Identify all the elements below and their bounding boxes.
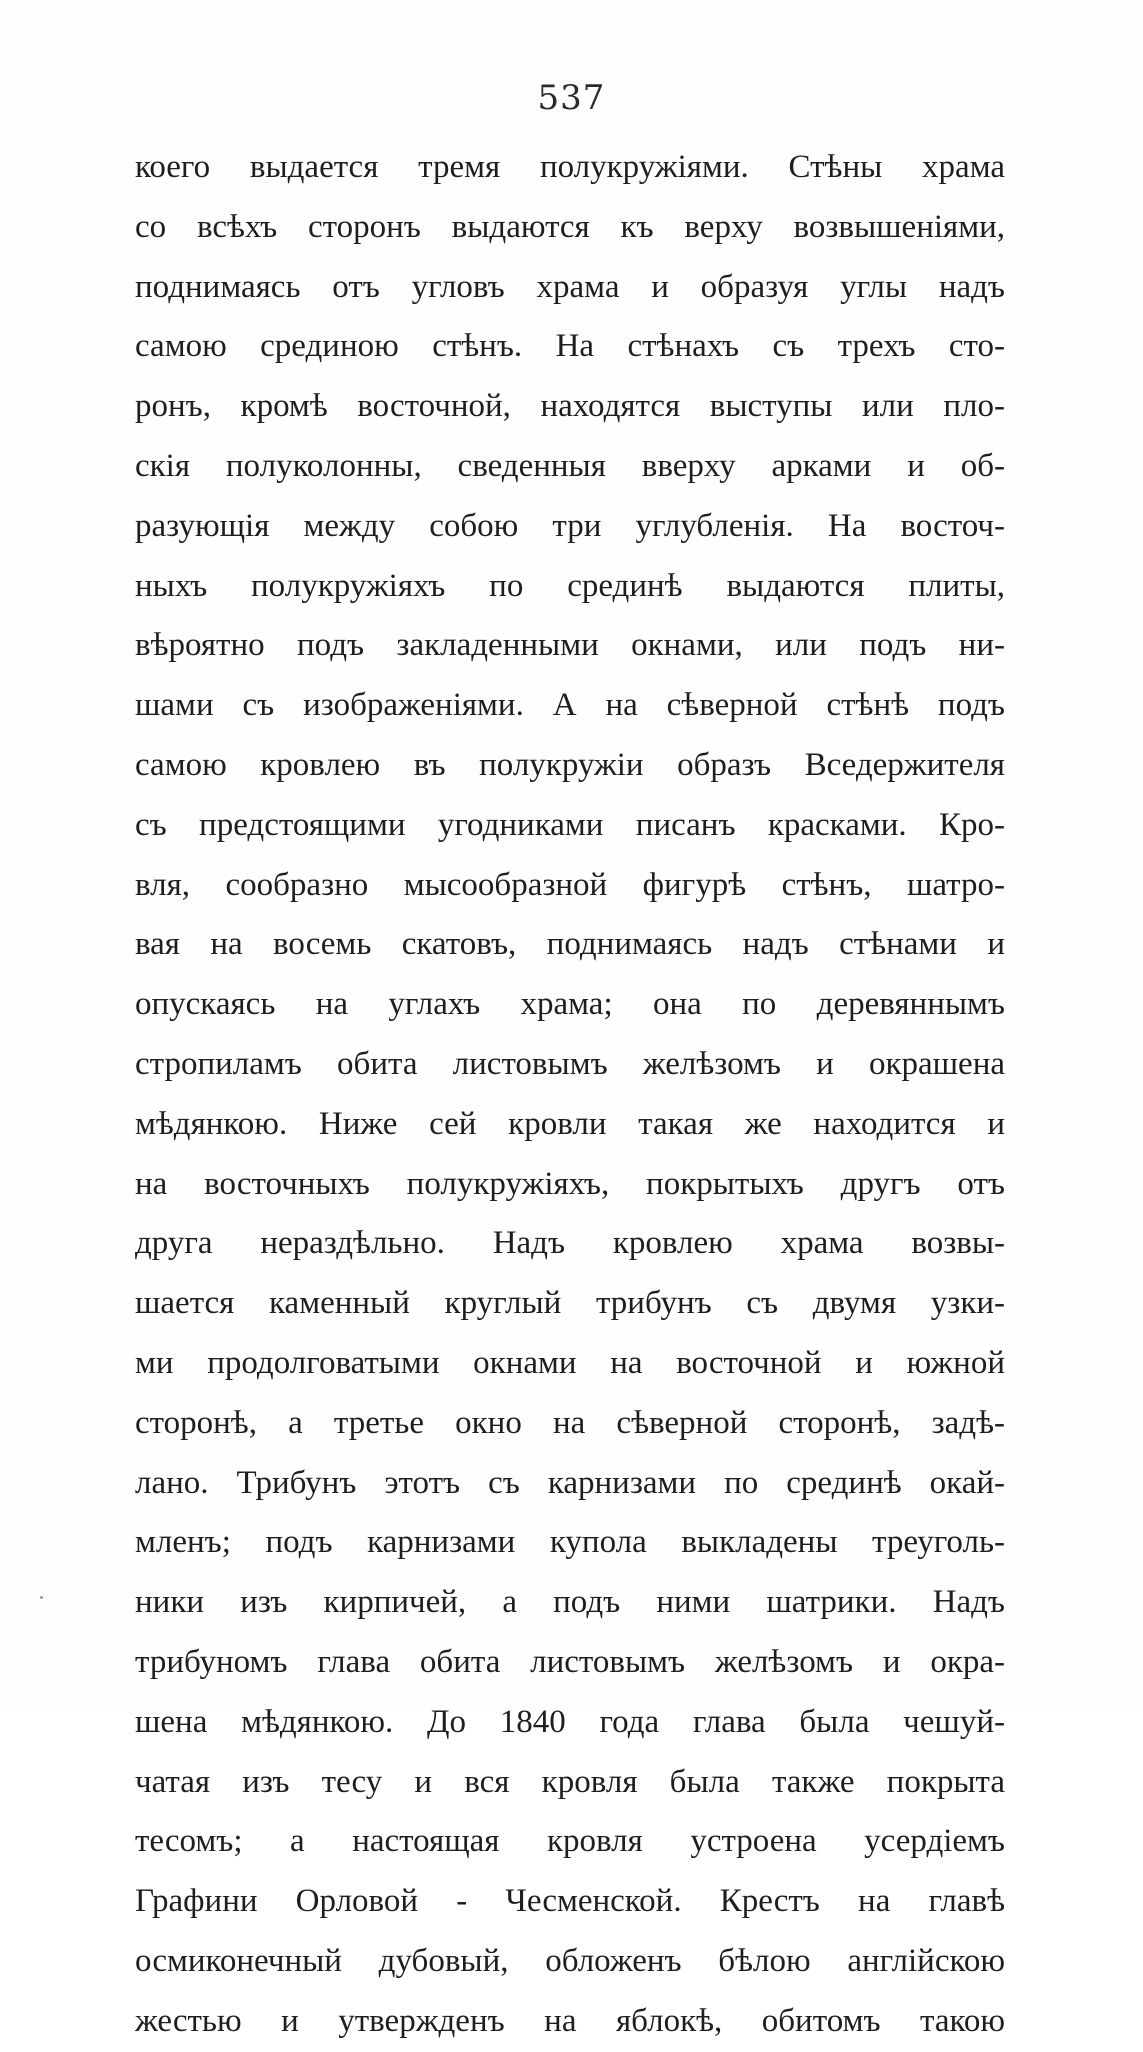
text-line: вля, сообразно мысообразной фигурѣ стѣнъ, шатро- [135, 866, 1005, 903]
text-line: шена мѣдянкою. До 1840 года глава была чешуй- [135, 1703, 1005, 1740]
text-line: съ предстоящими угодниками писанъ красками. Кро- [135, 806, 1005, 843]
text-line: опускаясь на углахъ храма; она по деревяннымъ [135, 986, 1005, 1023]
body-text [135, 138, 1005, 2052]
text-line: на восточныхъ полукружіяхъ, покрытыхъ другъ отъ [135, 1165, 1005, 1202]
paper-speck [40, 1596, 43, 1599]
text-line: жестью и утвержденъ на яблокѣ, обитомъ такою [135, 2002, 1005, 2039]
text-line: мленъ; подъ карнизами купола выкладены треуголь- [135, 1524, 1005, 1561]
text-line: друга нераздѣльно. Надъ кровлею храма возвы- [135, 1225, 1005, 1262]
text-line: стропиламъ обита листовымъ желѣзомъ и окрашена [135, 1045, 1005, 1082]
text-line: самою срединою стѣнъ. На стѣнахъ съ трехъ сто- [135, 328, 1005, 365]
text-line: коего выдается тремя полукружіями. Стѣны храма [135, 149, 1005, 185]
text-line: ми продолговатыми окнами на восточной и южной [135, 1344, 1005, 1381]
text-line: шается каменный круглый трибунъ съ двумя узки- [135, 1285, 1005, 1322]
text-line: ронъ, кромѣ восточной, находятся выступы или пло- [135, 388, 1005, 425]
text-line: вѣроятно подъ закладенными окнами, или подъ ни- [135, 627, 1005, 664]
text-line: поднимаясь отъ угловъ храма и образуя углы надъ [135, 268, 1005, 305]
text-line: сторонѣ, а третье окно на сѣверной сторонѣ, задѣ- [135, 1404, 1005, 1441]
text-line: лано. Трибунъ этотъ съ карнизами по срединѣ окай- [135, 1464, 1005, 1501]
page-number: 537 [537, 78, 606, 118]
text-line: шами съ изображеніями. А на сѣверной стѣнѣ подъ [135, 687, 1005, 724]
text-line: мѣдянкою. Ниже сей кровли такая же находится и [135, 1105, 1005, 1142]
text-line: трибуномъ глава обита листовымъ желѣзомъ и окра- [135, 1643, 1005, 1680]
text-line: тесомъ; а настоящая кровля устроена усердіемъ [135, 1823, 1005, 1860]
text-line: осмиконечный дубовый, обложенъ бѣлою англійскою [135, 1942, 1005, 1979]
text-line: вая на восемь скатовъ, поднимаясь надъ стѣнами и [135, 926, 1005, 963]
text-line: со всѣхъ сторонъ выдаются къ верху возвышеніями, [135, 208, 1005, 245]
text-line: ныхъ полукружіяхъ по срединѣ выдаются плиты, [135, 567, 1005, 604]
text-line: разующія между собою три углубленія. На восточ- [135, 507, 1005, 544]
text-line: скія полуколонны, сведенныя вверху арками и об- [135, 447, 1005, 484]
text-line: чатая изъ тесу и вся кровля была также покрыта [135, 1763, 1005, 1800]
text-line: самою кровлею въ полукружіи образъ Вседержителя [135, 746, 1005, 783]
text-line: ники изъ кирпичей, а подъ ними шатрики. Надъ [135, 1584, 1005, 1621]
text-line: Графини Орловой - Чесменской. Крестъ на главѣ [135, 1883, 1005, 1920]
